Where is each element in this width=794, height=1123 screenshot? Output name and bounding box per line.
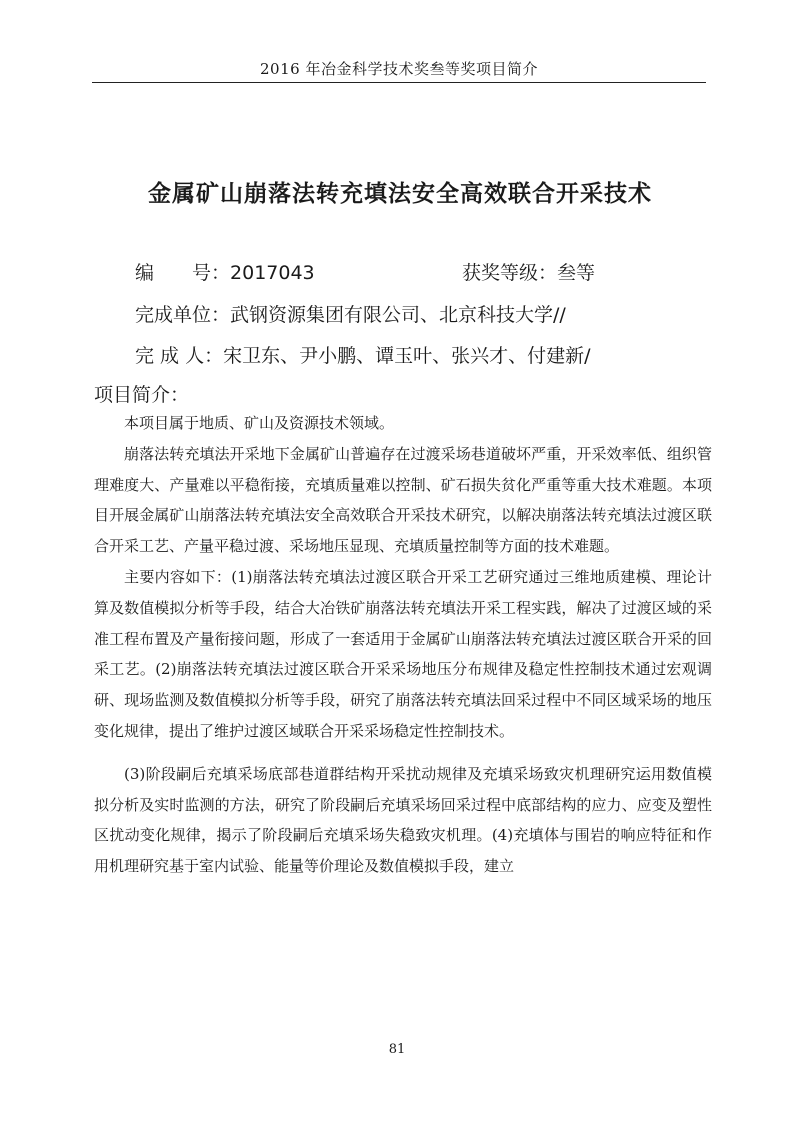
paragraph: 本项目属于地质、矿山及资源技术领域。: [124, 414, 395, 432]
document-title: 金属矿山崩落法转充填法安全高效联合开采技术: [148, 181, 652, 207]
completion-unit-label: 完成单位：: [135, 304, 231, 326]
project-number-row: [135, 258, 315, 285]
project-number-value: 2017043: [230, 262, 315, 284]
section-heading: 项目简介：: [94, 384, 190, 406]
completers-label: 完 成 人：: [135, 345, 224, 367]
paragraph: (3)阶段嗣后充填采场底部巷道群结构开采扰动规律及充填采场致灾机理研究运用数值模拟分析及实时监测的方法，研究了阶段嗣后充填采场回采过程中底部结构的应力、应变及塑性区扰动变化规律，揭示了阶段嗣后充填采场失稳致灾机理。(4)充填体与围岩的响应特征和作用机理研究基于室内试验、能量等价理论及数值模拟手段，建立: [94, 764, 712, 876]
award-level-value: 叁等: [557, 262, 596, 284]
running-header: 2016 年冶金科学技术奖叁等奖项目简介: [260, 60, 538, 78]
completers-row: [135, 341, 591, 368]
page-number: 81: [388, 1042, 406, 1057]
header-rule: [92, 82, 706, 83]
paragraph: 主要内容如下：(1)崩落法转充填法过渡区联合开采工艺研究通过三维地质建模、理论计算及数值模拟分析等手段，结合大冶铁矿崩落法转充填法开采工程实践，解决了过渡区域的采准工程布置及产量衔接问题，形成了一套适用于金属矿山崩落法转充填法过渡区联合开采的回采工艺。(2)崩落法转充填法过渡区联合开采采场地压分布规律及稳定性控制技术通过宏观调研、现场监测及数值模拟分析等手段，研究了崩落法转充填法回采过程中不同区域采场的地压变化规律，提出了维护过渡区域联合开采采场稳定性控制技术。: [94, 567, 712, 740]
project-number-label: 编 号：: [135, 262, 231, 284]
completion-unit-row: [135, 300, 566, 327]
completers-value: 宋卫东、尹小鹏、谭玉叶、张兴才、付建新/: [223, 345, 591, 367]
award-level-label: 获奖等级：: [462, 262, 558, 284]
paragraph: 崩落法转充填法开采地下金属矿山普遍存在过渡采场巷道破坏严重，开采效率低、组织管理难度大、产量难以平稳衔接，充填质量难以控制、矿石损失贫化严重等重大技术难题。本项目开展金属矿山崩落法转充填法安全高效联合开采技术研究，以解决崩落法转充填法过渡区联合开采工艺、产量平稳过渡、采场地压显现、充填质量控制等方面的技术难题。: [94, 444, 712, 556]
completion-unit-value: 武钢资源集团有限公司、北京科技大学//: [230, 304, 566, 326]
project-summary: [94, 408, 712, 882]
award-level-row: [462, 258, 595, 285]
